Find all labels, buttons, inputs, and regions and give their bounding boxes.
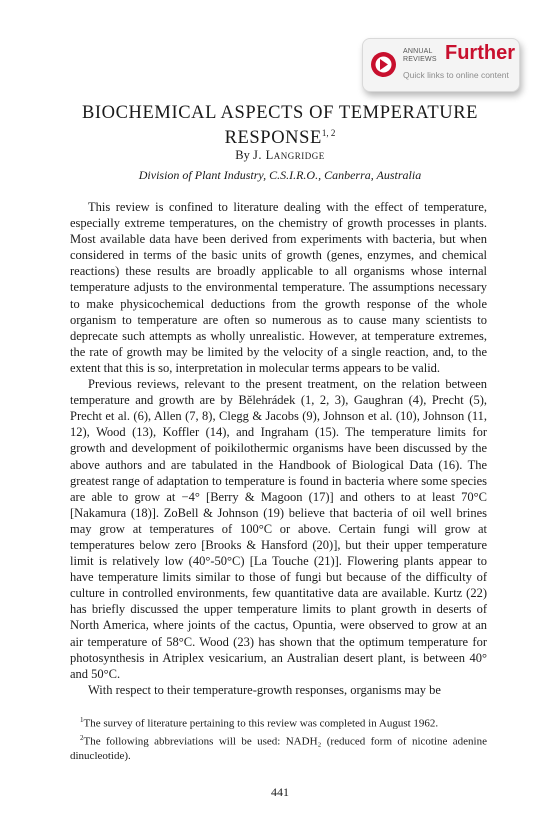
footnote: $^2$The following abbreviations will be used: NADH₂ (reduced form of nicotine adenine dinucleotide).	[70, 734, 487, 762]
byline	[70, 148, 490, 163]
byline-prefix: By	[235, 148, 250, 162]
paragraph: This review is confined to literature dealing with the effect of temperature, especially extreme temperatures, on the chemistry of growth processes in plants. Most available data have been derived from experiments with bacteria, but when considered in terms of the basic units of growth (genes, enzymes, and chemical reactions) these results are broadly applicable to all organisms whose internal temperature adjusts to the environmental temperature. The assumptions necessary to make physicochemical deductions from the growth response of the whole organism to temperature are often so numerous as to cause many scientists to deprecate such attempts as wholly unrealistic. However, at temperature extremes, the rate of growth may be limited by the velocity of a single reaction, and, to the extent that this is so, interpretation in molecular terms appears to be valid.	[70, 200, 487, 375]
further-links-badge[interactable]	[362, 38, 520, 92]
author-affiliation: Division of Plant Industry, C.S.I.R.O., Canberra, Australia	[138, 168, 422, 182]
footnote: $^1$The survey of literature pertaining to this review was completed in August 1962.	[80, 716, 439, 730]
page-number: 441	[271, 785, 289, 799]
further-label: Further	[445, 42, 515, 64]
author-name: J. Langridge	[252, 148, 325, 162]
article-title: BIOCHEMICAL ASPECTS OF TEMPERATURE RESPONSE$^{1, 2}$	[81, 103, 479, 149]
badge-subtitle: Quick links to online content	[403, 70, 509, 80]
arrow-right-circle-icon	[370, 51, 397, 78]
paragraph: Previous reviews, relevant to the present treatment, on the relation between temperature and growth are by Bělehrádek (1, 2, 3), Gaughran (4), Precht (5), Precht et al. (6), Allen (7, 8), Clegg & Jacobs (9), Johnson et al. (10), Johnson (11, 12), Wood (13), Koffler (14), and Ingraham (15). The temperature limits for growth and development of poikilothermic organisms have been discussed by the above authors and are tabulated in the Handbook of Biological Data (16). The greatest range of adaptation to temperature is found in bacteria where some species are able to grow at −4° [Berry & Magoon (17)] and others to at least 70°C [Nakamura (18)]. ZoBell & Johnson (19) believe that bacteria of oil well brines may grow at temperatures of 100°C or above. Certain fungi will grow at temperatures below zero [Brooks & Hansford (20)], but their upper temperature limit is relatively low (40°-50°C) [La Touche (21)]. Flowering plants appear to have temperature limits similar to those of fungi but because of the difficulty of culture in controlled environments, few quantitative data are available. Kurtz (22) has briefly discussed the upper temperature limits to plant growth in deserts of North America, where joints of the cactus, Opuntia, were observed to grow at an air temperature of 58°C. Wood (23) has shown that the optimum temperature for photosynthesis in Atriplex vesicarium, an Australian desert plant, is between 40° and 50°C.	[70, 377, 487, 681]
article-body	[70, 199, 487, 698]
annual-reviews-logo: ANNUAL REVIEWS	[403, 48, 437, 63]
footnotes	[70, 714, 487, 765]
title-footnote-marks: 1, 2	[321, 128, 336, 138]
paragraph: With respect to their temperature-growth responses, organisms may be	[88, 682, 441, 697]
